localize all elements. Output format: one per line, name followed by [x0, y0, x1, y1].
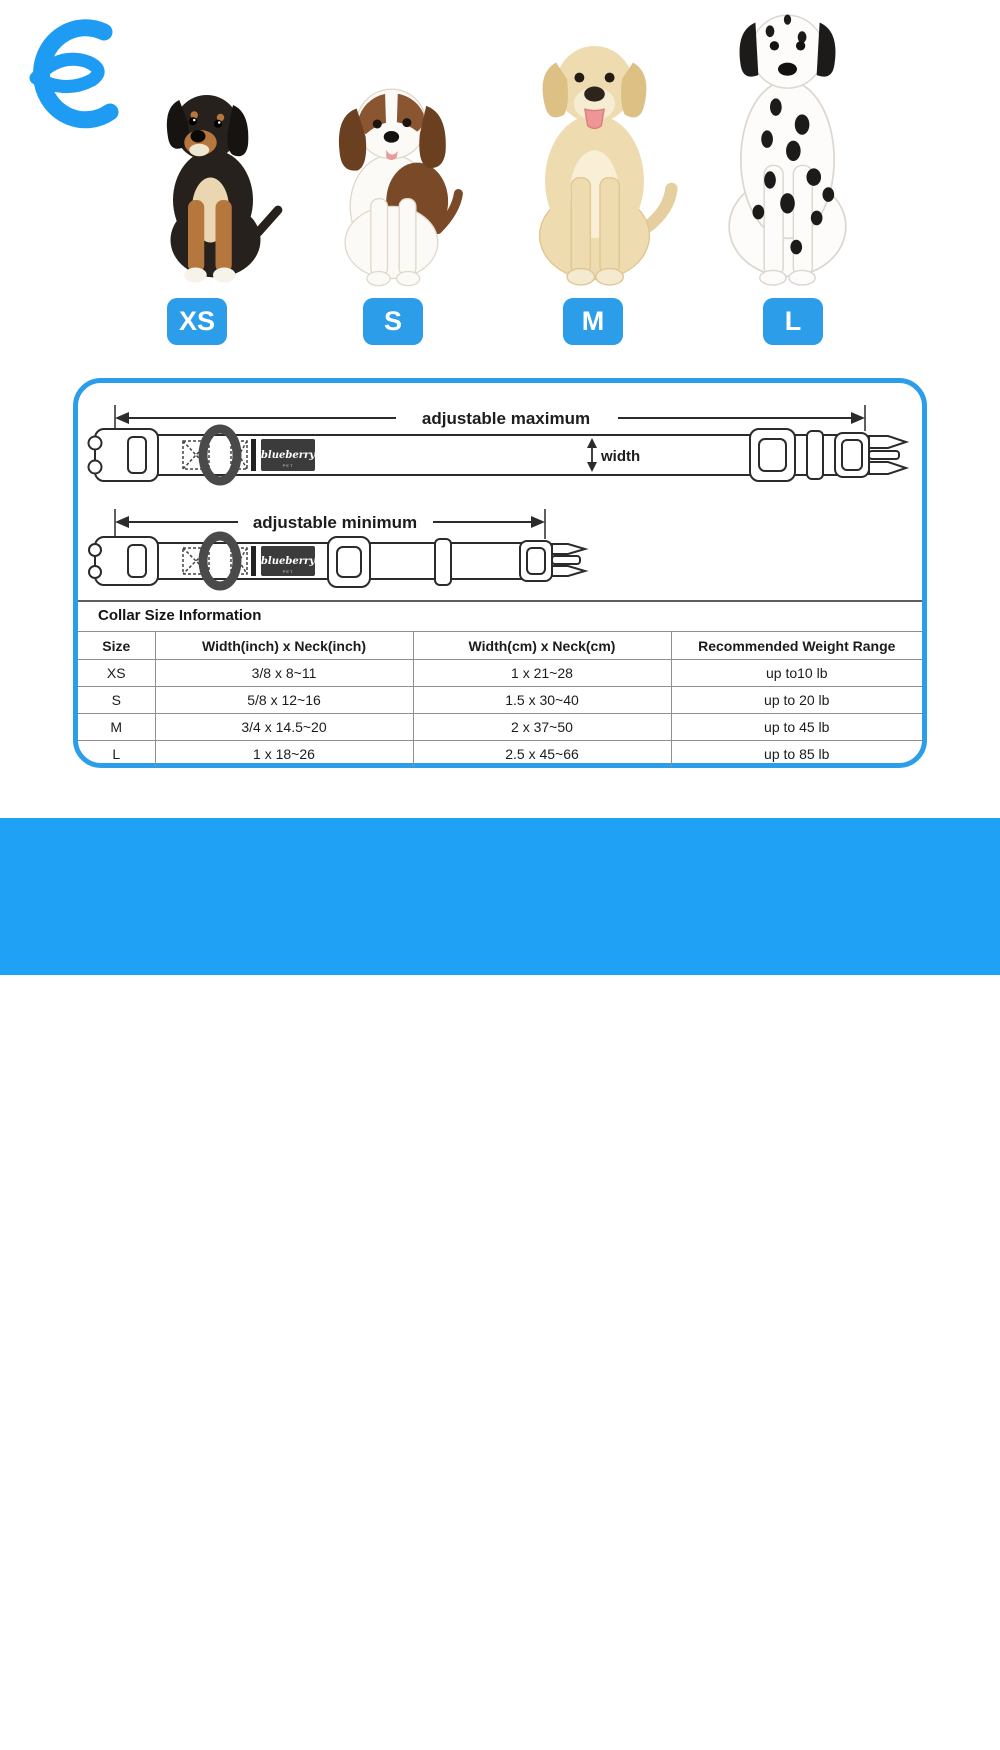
- col-header-width-cm: Width(cm) x Neck(cm): [413, 632, 671, 660]
- cell-size: L: [112, 746, 121, 762]
- section-divider: [78, 600, 922, 602]
- tips-line-2: enough to fit 2 fingers between dog's neck and their collar.: [164, 1715, 928, 1746]
- cell-size: S: [78, 687, 155, 714]
- cell-width-cm: 1.5 x 30~40: [413, 687, 671, 714]
- dog-photo-l-dalmatian: [700, 5, 875, 285]
- cell-width-cm: 2 x 37~50: [413, 714, 671, 741]
- table-row-m: [78, 714, 922, 741]
- collar-size-table: [78, 632, 922, 767]
- cell-width-inch: 3/8 x 8~11: [155, 660, 413, 687]
- dog-photo-xs-puppy: [138, 85, 288, 285]
- table-row-xs: [78, 660, 922, 687]
- cell-size: M: [78, 714, 155, 741]
- cell-width-inch: 5/8 x 12~16: [155, 687, 413, 714]
- collar-brand-tag-sub: PET: [282, 569, 294, 574]
- adjustable-minimum-label: adjustable minimum: [252, 513, 418, 532]
- cell-size: XS: [78, 660, 155, 687]
- size-button-xs[interactable]: XS: [167, 298, 227, 345]
- cell-width-inch: 1 x 18~26: [155, 741, 413, 768]
- dog-photo-s-beagle: [315, 75, 473, 285]
- col-header-weight: Recommended Weight Range: [671, 632, 922, 660]
- collar-diagram: [78, 383, 922, 601]
- adjustable-maximum-label: adjustable maximum: [421, 409, 591, 428]
- col-header-width-inch: Width(inch) x Neck(inch): [155, 632, 413, 660]
- tips-line-1: Tips: Measure the circumference of pet's neck. It should be snug: [124, 1677, 968, 1708]
- alert-exclamation-icon: [32, 1672, 88, 1738]
- tips-banner: [0, 818, 1000, 1746]
- cell-weight: up to 20 lb: [671, 687, 922, 714]
- cell-width-cm: 1 x 21~28: [413, 660, 671, 687]
- size-button-m[interactable]: M: [563, 298, 623, 345]
- size-button-l[interactable]: L: [763, 298, 823, 345]
- collar-brand-tag: blueberry: [260, 556, 316, 567]
- width-label: width: [601, 448, 641, 465]
- size-button-s[interactable]: S: [363, 298, 423, 345]
- cell-weight: up to 45 lb: [671, 714, 922, 741]
- brand-e-logo-icon: [22, 10, 122, 142]
- collar-brand-tag-sub: PET: [282, 463, 294, 468]
- table-row-l: [78, 741, 922, 768]
- table-title: Collar Size Information: [98, 607, 262, 624]
- col-header-size: Size: [78, 632, 155, 660]
- table-row-s: [78, 687, 922, 714]
- table-header-row: [78, 632, 922, 660]
- cell-width-inch: 3/4 x 14.5~20: [155, 714, 413, 741]
- cell-width-cm: 2.5 x 45~66: [413, 741, 671, 768]
- collar-brand-tag: blueberry: [260, 450, 316, 461]
- size-info-panel: [73, 378, 927, 768]
- dog-photo-m-golden-retriever: [512, 35, 677, 285]
- tips-text: [100, 1674, 992, 1750]
- cell-weight: up to10 lb: [671, 660, 922, 687]
- cell-weight: up to 85 lb: [671, 741, 922, 768]
